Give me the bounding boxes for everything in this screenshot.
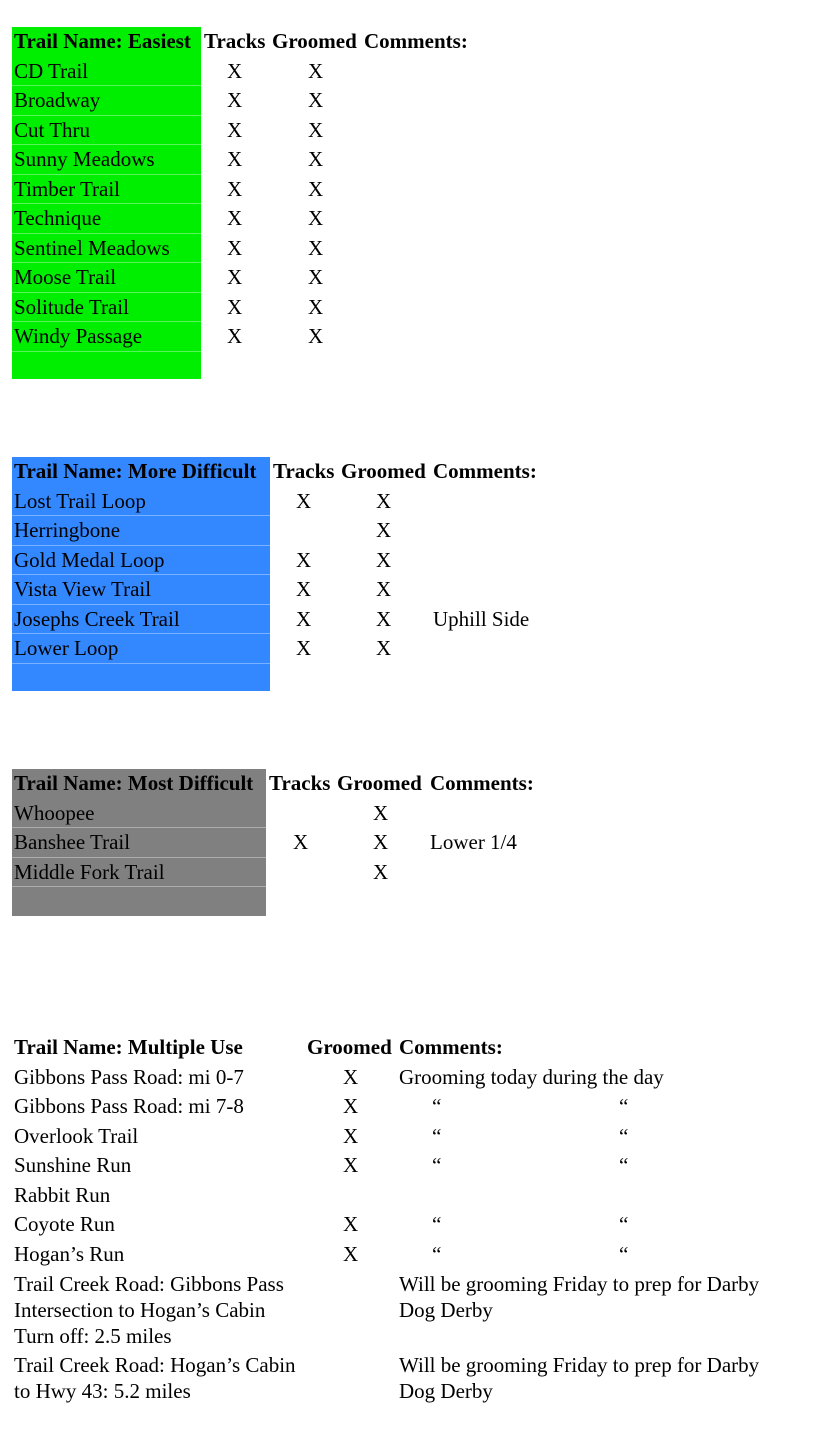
header-groomed: Groomed — [272, 29, 357, 53]
header-groomed: Groomed — [337, 771, 422, 795]
trail-name: Broadway — [14, 88, 101, 112]
groomed-mark: X — [376, 636, 392, 660]
groomed-mark: X — [343, 1153, 359, 1177]
tracks-mark: X — [227, 58, 243, 83]
trail-name: Moose Trail — [14, 265, 117, 289]
tracks-mark: X — [293, 830, 309, 854]
tracks-mark: X — [227, 117, 243, 142]
trail-name: Gold Medal Loop — [14, 547, 165, 572]
tracks-mark: X — [227, 294, 243, 319]
header-tracks: Tracks — [269, 771, 331, 795]
groomed-mark: X — [308, 176, 324, 201]
trail-name: Trail Creek Road: Hogan’s Cabin to Hwy 43: 5.2 miles — [14, 1353, 296, 1403]
comment: Will be grooming Friday to prep for Darby Dog Derby — [399, 1353, 760, 1403]
trail-name: Lower Loop — [14, 636, 119, 660]
tracks-mark: X — [296, 488, 312, 513]
ditto-mark: “ — [619, 1123, 629, 1148]
trail-name: Cut Thru — [14, 117, 91, 142]
tracks-mark: X — [227, 206, 243, 230]
comment: Uphill Side — [433, 606, 530, 631]
trail-name: Windy Passage — [14, 324, 143, 348]
groomed-mark: X — [376, 606, 392, 631]
ditto-mark: “ — [619, 1241, 629, 1266]
trail-name: Sunny Meadows — [14, 147, 155, 171]
trail-name: CD Trail — [14, 58, 89, 83]
tracks-mark: X — [227, 88, 243, 112]
tracks-mark: X — [296, 577, 312, 601]
groomed-mark: X — [373, 800, 389, 825]
header-comments: Comments: — [430, 771, 534, 795]
groomed-mark: X — [376, 488, 392, 513]
header-trail-name: Trail Name: Multiple Use — [14, 1035, 243, 1059]
trail-name: Josephs Creek Trail — [14, 606, 180, 631]
groomed-mark: X — [343, 1212, 359, 1236]
trail-name: Banshee Trail — [14, 830, 131, 854]
tracks-mark: X — [227, 265, 243, 289]
groomed-mark: X — [343, 1123, 359, 1148]
trail-name: Vista View Trail — [14, 577, 152, 601]
trail-name: Hogan’s Run — [14, 1241, 125, 1266]
tracks-mark: X — [296, 606, 312, 631]
header-comments: Comments: — [433, 459, 537, 483]
groomed-mark: X — [308, 58, 324, 83]
groomed-mark: X — [308, 294, 324, 319]
ditto-mark: “ — [432, 1094, 442, 1118]
groomed-mark: X — [308, 235, 324, 260]
trail-name: Gibbons Pass Road: mi 7-8 — [14, 1094, 244, 1118]
groomed-mark: X — [308, 265, 324, 289]
trail-name: Gibbons Pass Road: mi 0-7 — [14, 1064, 244, 1089]
header-groomed: Groomed — [307, 1035, 392, 1059]
ditto-mark: “ — [619, 1153, 629, 1177]
tracks-mark: X — [227, 176, 243, 201]
ditto-mark: “ — [619, 1212, 629, 1236]
header-comments: Comments: — [399, 1035, 503, 1059]
groomed-mark: X — [308, 117, 324, 142]
header-tracks: Tracks — [204, 29, 266, 53]
groomed-mark: X — [343, 1094, 359, 1118]
groomed-mark: X — [308, 147, 324, 171]
groomed-mark: X — [308, 88, 324, 112]
tracks-mark: X — [227, 324, 243, 348]
groomed-mark: X — [343, 1241, 359, 1266]
trail-name: Middle Fork Trail — [14, 859, 165, 884]
ditto-mark: “ — [432, 1241, 442, 1266]
trail-name: Coyote Run — [14, 1212, 115, 1236]
header-trail-name: Trail Name: Most Difficult — [14, 771, 254, 795]
trail-name: Technique — [14, 206, 102, 230]
ditto-mark: “ — [432, 1153, 442, 1177]
trail-name: Sunshine Run — [14, 1153, 132, 1177]
comment: Will be grooming Friday to prep for Darby Dog Derby — [399, 1272, 760, 1322]
header-comments: Comments: — [364, 29, 468, 53]
trail-name: Overlook Trail — [14, 1123, 139, 1148]
tracks-mark: X — [227, 235, 243, 260]
tracks-mark: X — [296, 636, 312, 660]
trail-name: Herringbone — [14, 518, 121, 542]
groomed-mark: X — [308, 324, 324, 348]
groomed-mark: X — [373, 830, 389, 854]
groomed-mark: X — [376, 547, 392, 572]
tracks-mark: X — [296, 547, 312, 572]
comment: Lower 1/4 — [430, 830, 517, 854]
header-groomed: Groomed — [341, 459, 426, 483]
trail-name: Lost Trail Loop — [14, 488, 146, 513]
comment: Grooming today during the day — [399, 1064, 664, 1089]
trail-name: Whoopee — [14, 800, 95, 825]
trail-name: Trail Creek Road: Gibbons Pass Intersection to Hogan’s Cabin Turn off: 2.5 miles — [14, 1272, 284, 1348]
groomed-mark: X — [343, 1064, 359, 1089]
tracks-mark: X — [227, 147, 243, 171]
groomed-mark: X — [308, 206, 324, 230]
ditto-mark: “ — [432, 1123, 442, 1148]
header-trail-name: Trail Name: More Difficult — [14, 459, 257, 483]
header-trail-name: Trail Name: Easiest — [14, 29, 191, 53]
ditto-mark: “ — [432, 1212, 442, 1236]
trail-name: Solitude Trail — [14, 294, 129, 319]
groomed-mark: X — [376, 518, 392, 542]
trail-name: Sentinel Meadows — [14, 235, 170, 260]
trail-name: Timber Trail — [14, 176, 121, 201]
ditto-mark: “ — [619, 1094, 629, 1118]
groomed-mark: X — [376, 577, 392, 601]
trail-name: Rabbit Run — [14, 1182, 111, 1207]
header-tracks: Tracks — [273, 459, 335, 483]
groomed-mark: X — [373, 859, 389, 884]
